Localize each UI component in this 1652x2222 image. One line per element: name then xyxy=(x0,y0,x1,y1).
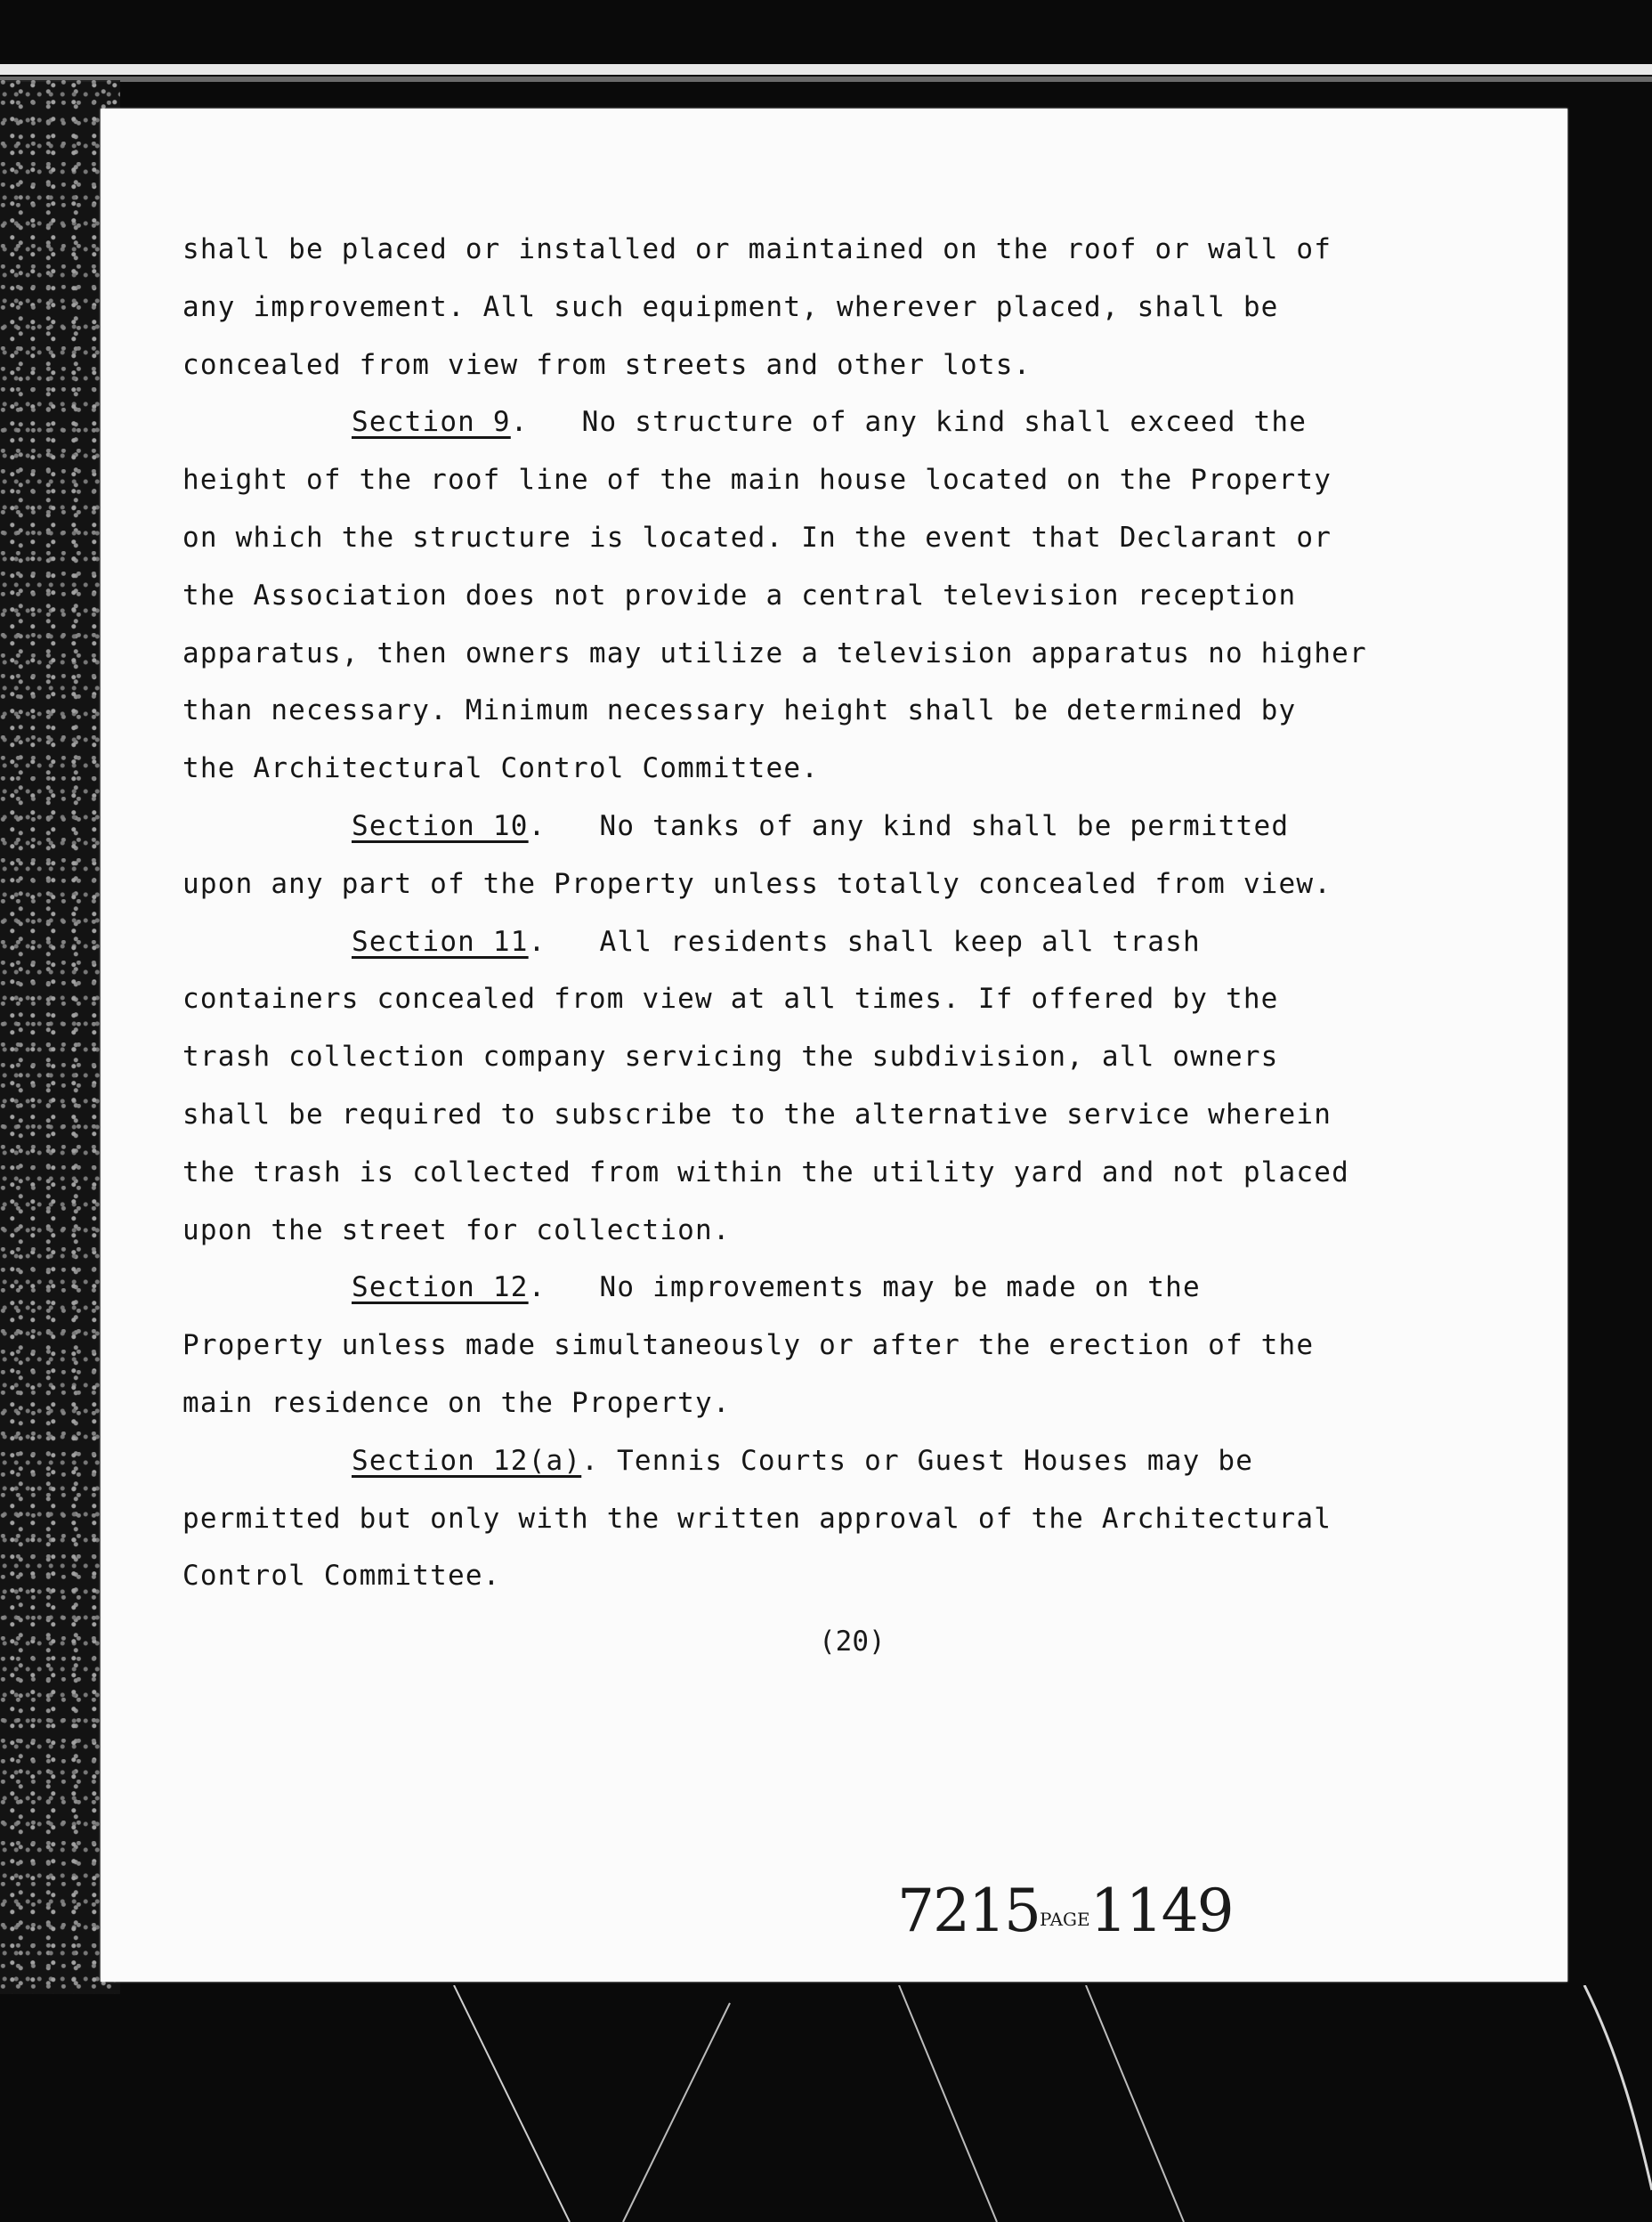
stamp-page-label: PAGE xyxy=(1039,1909,1090,1930)
text-line: permitted but only with the written approval of the Architectural xyxy=(182,1502,1332,1535)
text-line: main residence on the Property. xyxy=(182,1386,731,1419)
heading-period: . xyxy=(510,406,529,439)
heading-period: . xyxy=(528,809,547,842)
text-line: on which the structure is located. In the event that Declarant or xyxy=(182,521,1332,554)
text-line: height of the roof line of the main house located on the Property xyxy=(182,464,1332,497)
section-10-line xyxy=(182,798,1464,856)
text-line: trash collection company servicing the subdivision, all owners xyxy=(182,1041,1279,1074)
text-line: than necessary. Minimum necessary height shall be determined by xyxy=(182,694,1297,727)
section-11-line xyxy=(182,913,1464,971)
text-line: shall be required to subscribe to the alternative service wherein xyxy=(182,1098,1332,1131)
text-line: apparatus, then owners may utilize a television apparatus no higher xyxy=(182,637,1367,669)
section-12-line xyxy=(182,1259,1464,1317)
section-heading: Section 12(a) xyxy=(352,1444,582,1477)
section-text: Tennis Courts or Guest Houses may be xyxy=(616,1444,1254,1477)
scan-edge-top xyxy=(0,64,1652,75)
text-line: the trash is collected from within the utility yard and not placed xyxy=(182,1156,1349,1188)
text-line: shall be placed or installed or maintained on the roof or wall of xyxy=(182,233,1332,265)
section-text: All residents shall keep all trash xyxy=(599,925,1201,958)
text-line: containers concealed from view at all times. If offered by the xyxy=(182,983,1279,1016)
stamp-book-number: 7215 xyxy=(897,1877,1040,1945)
text-line: upon the street for collection. xyxy=(182,1213,731,1246)
section-heading: Section 11 xyxy=(352,925,529,958)
recording-stamp xyxy=(897,1877,1233,1945)
document-body xyxy=(182,221,1464,1605)
scan-edge-shadow xyxy=(0,77,1652,82)
section-9-line xyxy=(182,393,1464,451)
section-text: No improvements may be made on the xyxy=(599,1271,1201,1304)
scan-scratches-bottom xyxy=(0,1985,1652,2222)
text-line: Control Committee. xyxy=(182,1560,501,1593)
section-heading: Section 12 xyxy=(352,1271,529,1304)
section-text: No tanks of any kind shall be permitted xyxy=(599,809,1290,842)
text-line: Property unless made simultaneously or after the erection of the xyxy=(182,1329,1315,1362)
heading-period: . xyxy=(528,925,547,958)
section-12a-line xyxy=(182,1432,1464,1490)
text-line: the Association does not provide a central television reception xyxy=(182,579,1297,612)
section-heading: Section 10 xyxy=(352,809,529,842)
heading-period: . xyxy=(528,1271,547,1304)
text-line: the Architectural Control Committee. xyxy=(182,752,820,785)
heading-period: . xyxy=(581,1444,600,1477)
text-line: upon any part of the Property unless totally concealed from view. xyxy=(182,867,1332,900)
section-text: No structure of any kind shall exceed the xyxy=(581,406,1308,439)
text-line: concealed from view from streets and other lots. xyxy=(182,348,1032,381)
text-line: any improvement. All such equipment, wherever placed, shall be xyxy=(182,290,1279,323)
page-number: (20) xyxy=(819,1626,886,1658)
section-heading: Section 9 xyxy=(352,406,511,439)
stamp-page-number: 1149 xyxy=(1089,1877,1233,1945)
